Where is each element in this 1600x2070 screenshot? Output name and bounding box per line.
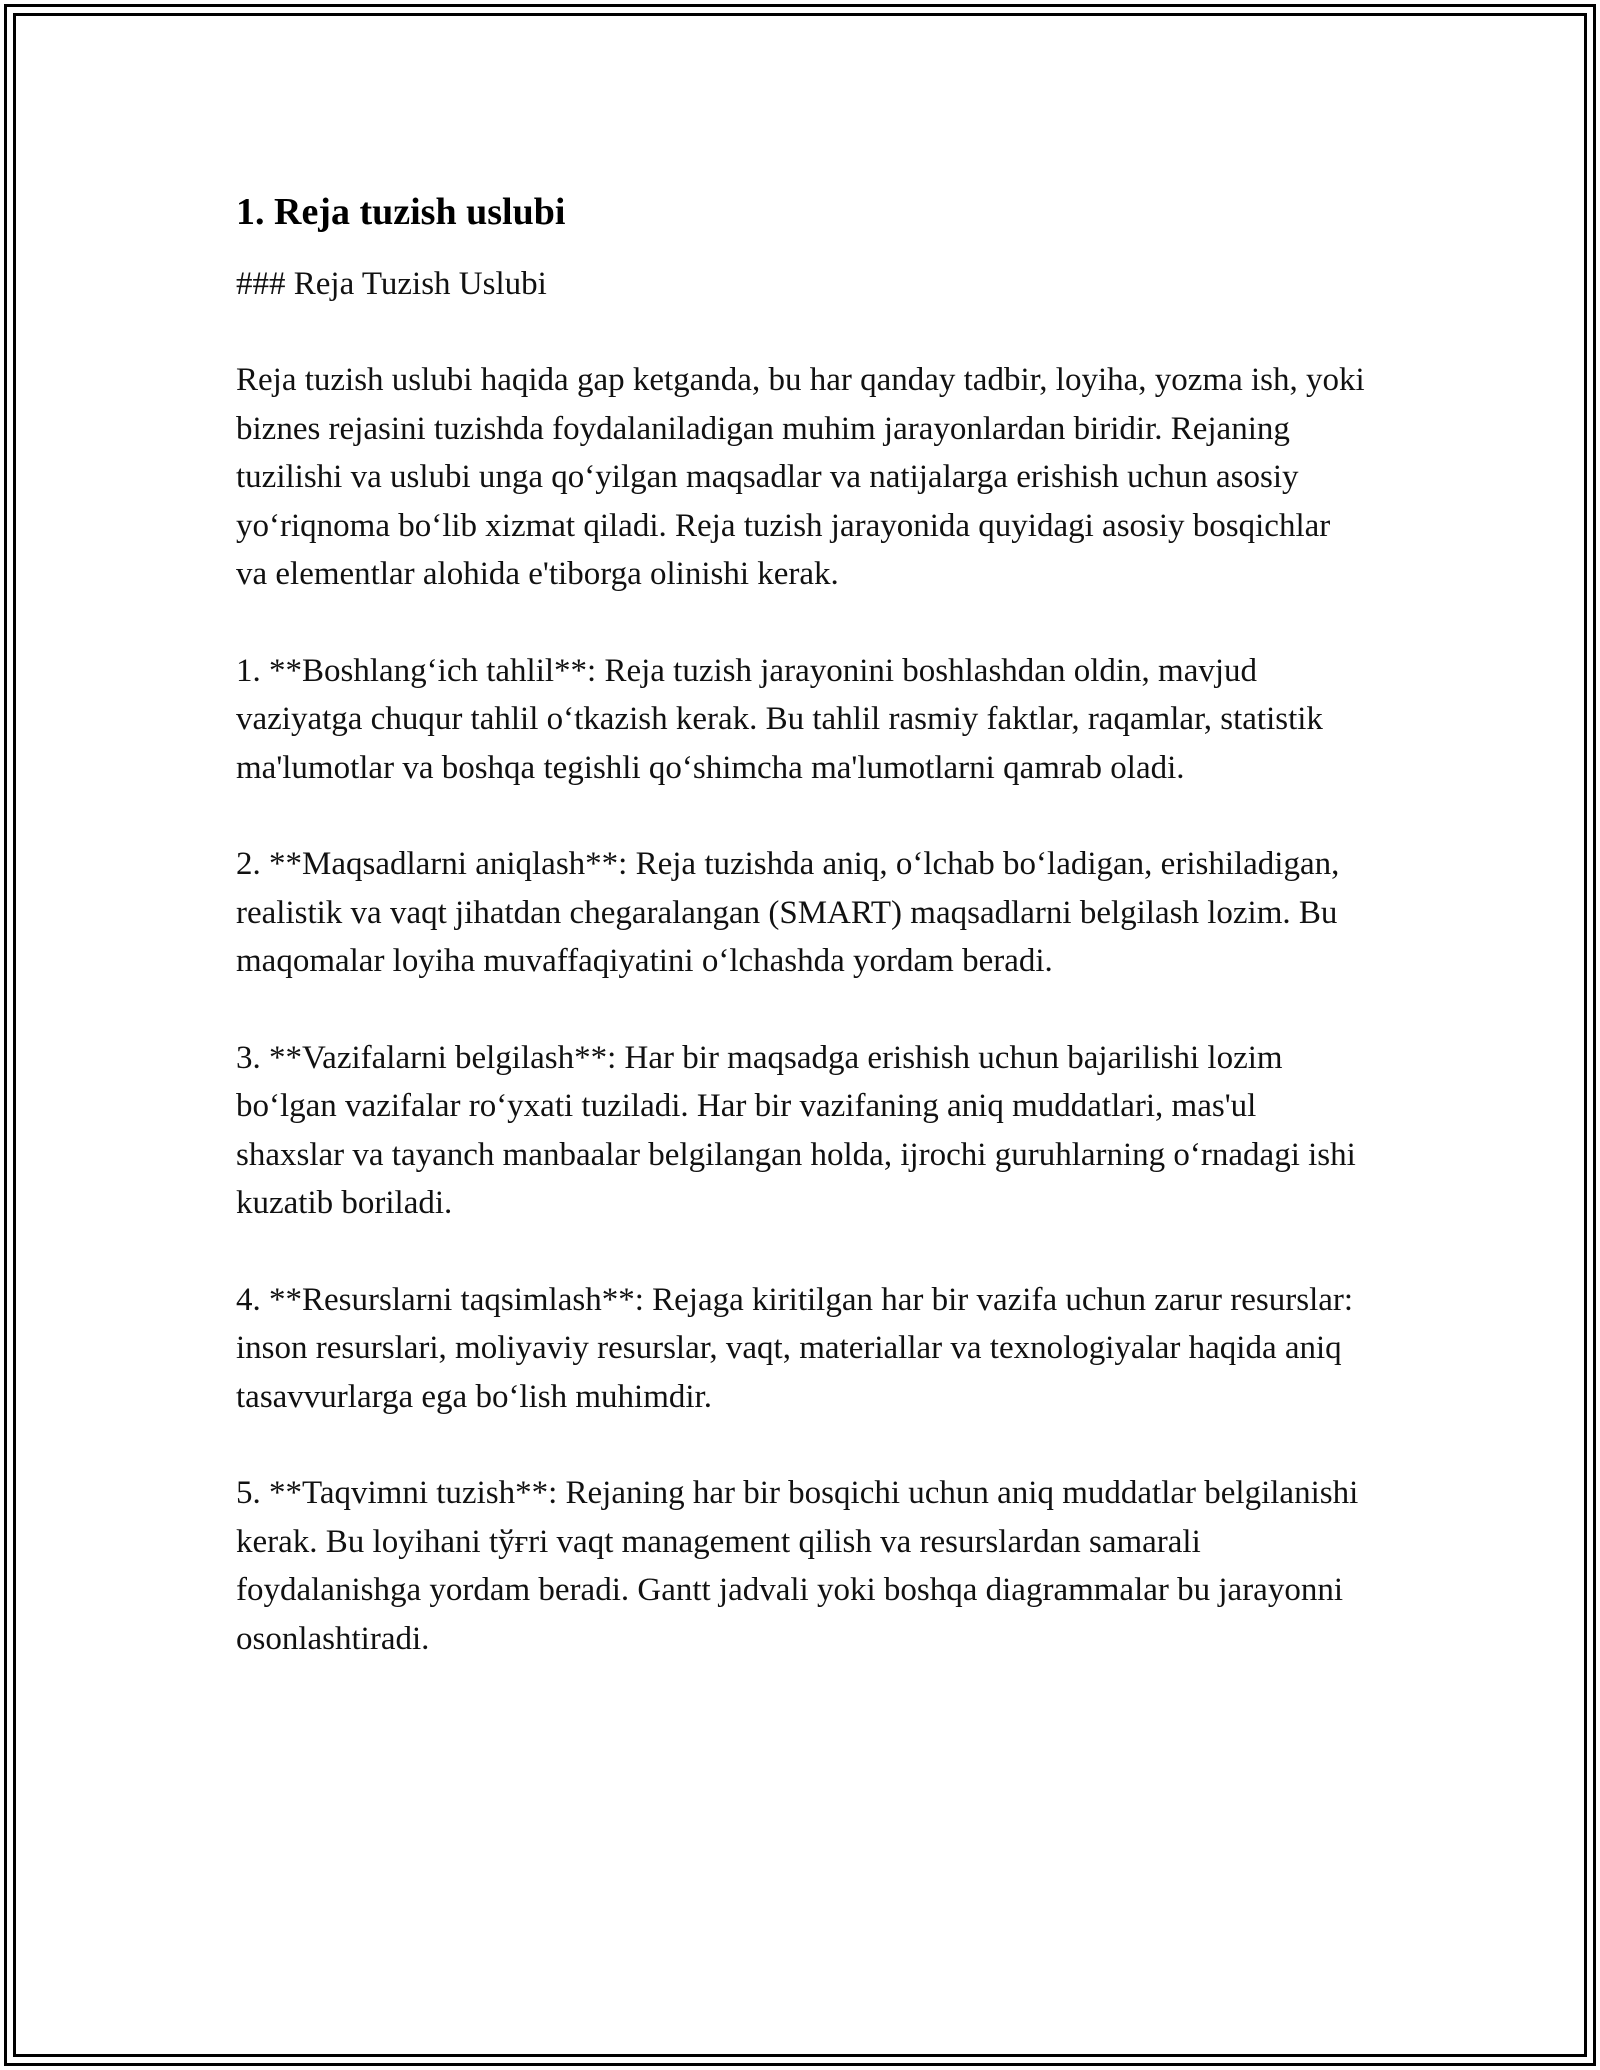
- list-item: 4. **Resurslarni taqsimlash**: Rejaga kiritilgan har bir vazifa uchun zarur resurslar: inson resurslari, moliyaviy resurslar, vaqt, materiallar va texnologiyalar haqida aniq tasavvurlarga ega bo‘lish muhimdir.: [236, 1281, 1354, 1415]
- list-item: 2. **Maqsadlarni aniqlash**: Reja tuzishda aniq, o‘lchab bo‘ladigan, erishiladigan, realistik va vaqt jihatdan chegaralangan (SMART) maqsadlarni belgilash lozim. Bu maqomalar loyiha muvaffaqiyatini o‘lchashda yordam beradi.: [236, 846, 1340, 979]
- list-item: 5. **Taqvimni tuzish**: Rejaning har bir bosqichi uchun aniq muddatlar belgilanishi kerak. Bu loyihani tўғri vaqt management qilish va resurslardan samarali foydalanishga yordam beradi. Gantt jadvali yoki boshqa diagrammalar bu jarayonni osonlashtiradi.: [236, 1475, 1359, 1657]
- list-item: 1. **Boshlang‘ich tahlil**: Reja tuzish jarayonini boshlashdan oldin, mavjud vaziyatga chuqur tahlil o‘tkazish kerak. Bu tahlil rasmiy faktlar, raqamlar, statistik ma'lumotlar va boshqa tegishli qo‘shimcha ma'lumotlarni qamrab oladi.: [236, 652, 1323, 786]
- document-title: 1. Reja tuzish uslubi: [236, 191, 566, 233]
- intro-paragraph: Reja tuzish uslubi haqida gap ketganda, bu har qanday tadbir, loyiha, yozma ish, yoki biznes rejasini tuzishda foydalaniladigan muhim jarayonlardan biridir. Rejaning tuzilishi va uslubi unga qo‘yilgan maqsadlar va natijalarga erishish uchun asosiy yo‘riqnoma bo‘lib xizmat qiladi. Reja tuzish jarayonida quyidagi asosiy bosqichlar va elementlar alohida e'tiborga olinishi kerak.: [236, 362, 1365, 592]
- list-item: 3. **Vazifalarni belgilash**: Har bir maqsadga erishish uchun bajarilishi lozim bo‘lgan vazifalar ro‘yxati tuziladi. Har bir vazifaning aniq muddatlari, mas'ul shaxslar va tayanch manbaalar belgilangan holda, ijrochi guruhlarning o‘rnadagi ishi kuzatib boriladi.: [236, 1039, 1356, 1221]
- document-page: [236, 188, 1366, 1711]
- section-subheading: ### Reja Tuzish Uslubi: [236, 266, 547, 302]
